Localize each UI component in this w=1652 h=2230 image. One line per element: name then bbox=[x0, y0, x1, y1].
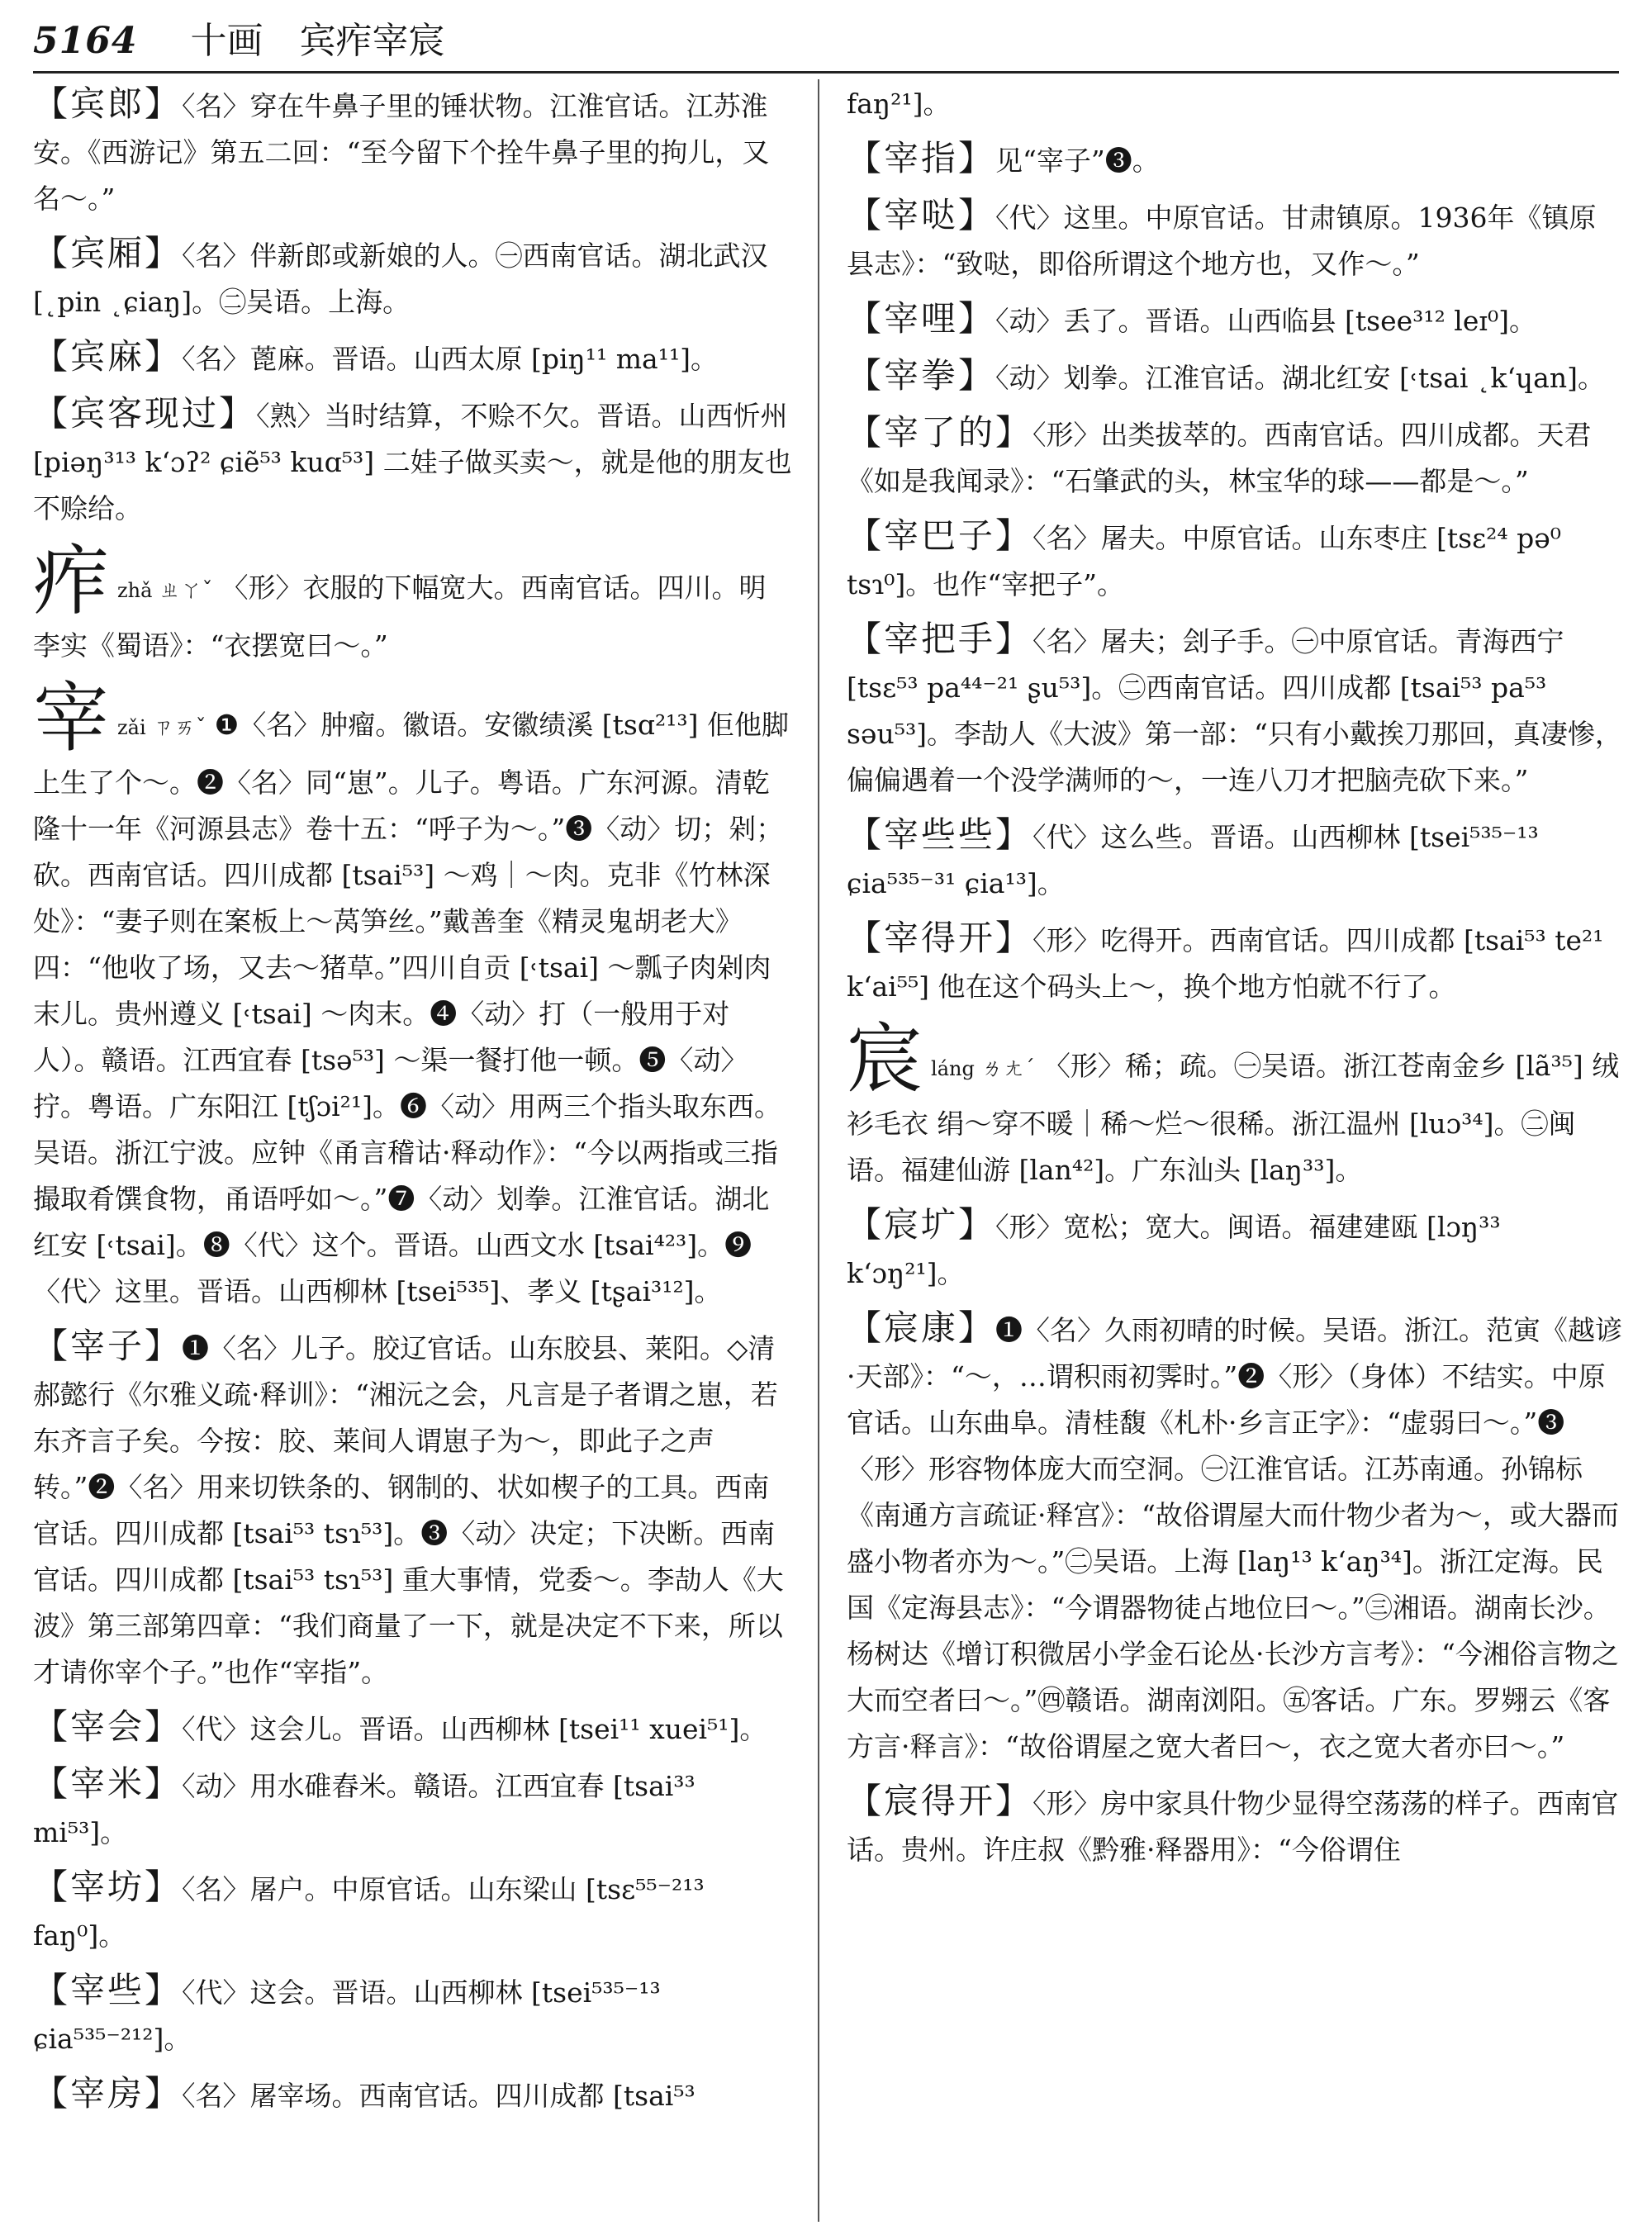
definition: 〈形〉宽松；宽大。闽语。福建建瓯 [lɔŋ³³ k‘ɔŋ²¹]。 bbox=[847, 1211, 1501, 1289]
pinyin: zhǎ bbox=[117, 579, 153, 602]
headword-character: 宸 bbox=[847, 1015, 923, 1103]
bopomofo: ㄌㄤˊ bbox=[980, 1056, 1035, 1081]
headword-character: 宰 bbox=[33, 674, 110, 762]
definition: 〈名〉蓖麻。晋语。山西太原 [piŋ¹¹ ma¹¹]。 bbox=[182, 343, 719, 375]
headword: 【宰些些】 bbox=[847, 814, 1033, 855]
pinyin: zǎi bbox=[117, 716, 146, 739]
definition: 〈名〉屠宰场。西南官话。四川成都 [tsai⁵³ bbox=[182, 2080, 695, 2112]
headword: 【宰把手】 bbox=[847, 619, 1033, 659]
dictionary-entry bbox=[33, 1323, 793, 1696]
headword: 【宰房】 bbox=[33, 2073, 183, 2114]
definition: 〈形〉房中家具什物少显得空荡荡的样子。西南官话。贵州。许庄叔《黔雅·释器用》：“今俗谓住 bbox=[847, 1787, 1619, 1866]
definition: 〈名〉屠户。中原官话。山东梁山 [tsɛ⁵⁵⁻²¹³ faŋ⁰]。 bbox=[33, 1873, 705, 1952]
dictionary-entry bbox=[847, 1305, 1623, 1770]
definition: 〈名〉屠夫。中原官话。山东枣庄 [tsɛ²⁴ pə⁰ tsɿ⁰]。也作“宰把子”。 bbox=[847, 522, 1562, 600]
headword: 【宰子】 bbox=[33, 1326, 183, 1366]
headword-character: 痄 bbox=[33, 537, 110, 625]
dictionary-entry bbox=[847, 915, 1623, 1010]
definition: 〈形〉稀；疏。㊀吴语。浙江苍南金乡 [lã³⁵] 绒衫毛衣 绢～穿不暖｜稀～烂～很稀。浙江温州 [luɔ³⁴]。㊁闽语。福建仙游 [lan⁴²]。广东汕头 [laŋ³³]。 bbox=[847, 1050, 1620, 1186]
definition: 〈动〉用水碓舂米。赣语。江西宜春 [tsai³³ mi⁵³]。 bbox=[33, 1770, 695, 1848]
dictionary-entry bbox=[33, 334, 793, 382]
headword: 【宸康】 bbox=[847, 1307, 996, 1348]
dictionary-entry bbox=[33, 81, 793, 222]
dictionary-entry bbox=[847, 513, 1623, 608]
dictionary-entry bbox=[847, 192, 1623, 287]
dictionary-entry bbox=[33, 2071, 793, 2119]
headword: 【宰坊】 bbox=[33, 1867, 183, 1907]
definition: 〈代〉这么些。晋语。山西柳林 [tsei⁵³⁵⁻¹³ ɕia⁵³⁵⁻³¹ ɕia¹³]。 bbox=[847, 821, 1539, 899]
dictionary-entry bbox=[847, 296, 1623, 344]
definition: 〈形〉出类拔萃的。西南官话。四川成都。天君《如是我闻录》：“石肇武的头，林宝华的球——都是～。” bbox=[847, 419, 1592, 497]
pinyin: láng bbox=[931, 1057, 975, 1080]
headword: 【宰米】 bbox=[33, 1763, 183, 1804]
definition: 见“宰子”❸。 bbox=[995, 145, 1160, 177]
dictionary-entry bbox=[33, 1761, 793, 1856]
headword: 【宾麻】 bbox=[33, 336, 183, 377]
column-divider bbox=[818, 79, 819, 2222]
dictionary-entry bbox=[847, 410, 1623, 505]
header-characters: 宾痄宰宸 bbox=[299, 20, 445, 62]
headword: 【宰了的】 bbox=[847, 412, 1033, 453]
headword: 【宰得开】 bbox=[847, 918, 1033, 958]
definition: 〈动〉划拳。江淮官话。湖北红安 [˓tsai ˛k‘ɥan]。 bbox=[995, 362, 1605, 394]
definition: ❶〈名〉儿子。胶辽官话。山东胶县、莱阳。◇清郝懿行《尔雅义疏·释训》：“湘沅之会，凡言是子者谓之崽，若东齐言子矣。今按：胶、莱间人谓崽子为～，即此子之声转。”❷〈名〉用来切铁条的、钢制的、状如楔子的工具。西南官话。四川成都 [tsai⁵³ tsɿ⁵³]。❸〈动〉决定；下决断。西南官话。四川成都 [tsai⁵³ tsɿ⁵³] 重大事情，党委～。李劼人《大波》第三部第四章：“我们商量了一下，就是决定不下来，所以才请你宰个子。”也作“宰指”。 bbox=[33, 1332, 784, 1688]
dictionary-entry bbox=[847, 1778, 1623, 1873]
dictionary-entry bbox=[847, 616, 1623, 804]
definition: ❶〈名〉久雨初晴的时候。吴语。浙江。范寅《越谚·天部》：“～，…谓积雨初霁时。”❷〈形〉（身体）不结实。中原官话。山东曲阜。清桂馥《札朴·乡言正字》：“虚弱曰～。”❸〈形〉形容物体庞大而空洞。㊀江淮官话。江苏南通。孙锦标《南通方言疏证·释宫》：“故俗谓屋大而什物少者为～，或大器而盛小物者亦为～。”㊁吴语。上海 [laŋ¹³ k‘aŋ³⁴]。浙江定海。民国《定海县志》：“今谓器物徒占地位曰～。”㊂湘语。湖南长沙。杨树达《增订积微居小学金石论丛·长沙方言考》：“今湘俗言物之大而空者曰～。”㊃赣语。湖南浏阳。㊄客话。广东。罗翙云《客方言·释言》：“故俗谓屋之宽大者曰～，衣之宽大者亦曰～。” bbox=[847, 1314, 1623, 1763]
definition: 〈代〉这会儿。晋语。山西柳林 [tsei¹¹ xuei⁵¹]。 bbox=[182, 1713, 767, 1745]
dictionary-entry bbox=[847, 135, 1623, 184]
dictionary-entry bbox=[847, 81, 1623, 127]
definition: 〈动〉丢了。晋语。山西临县 [tsee³¹² leɪ⁰]。 bbox=[995, 305, 1537, 337]
bopomofo: ㄓㄚˇ bbox=[159, 578, 213, 603]
definition: 〈名〉伴新郎或新娘的人。㊀西南官话。湖北武汉 [˛pin ˛ɕiaŋ]。㊁吴语。上海。 bbox=[33, 240, 768, 318]
headword: 【宰拳】 bbox=[847, 355, 996, 396]
dictionary-entry bbox=[33, 1967, 793, 2062]
dictionary-entry bbox=[33, 391, 793, 532]
definition: 〈名〉屠夫；刽子手。㊀中原官话。青海西宁 [tsɛ⁵³ pa⁴⁴⁻²¹ ʂu⁵³]。㊁西南官话。四川成都 [tsai⁵³ pa⁵³ səu⁵³]。李劼人《大波》第一部：“只有小戴挨刀那回，真凄惨，偏偏遇着一个没学满师的～，一连八刀才把脑壳砍下来。” bbox=[847, 625, 1622, 796]
section-label: 十画 bbox=[190, 20, 263, 62]
headword: 【宾客现过】 bbox=[33, 393, 257, 434]
dictionary-entry bbox=[33, 230, 793, 325]
headword: 【宰指】 bbox=[847, 138, 996, 178]
headword: 【宾郎】 bbox=[33, 83, 183, 124]
definition: 〈形〉衣服的下幅宽大。西南官话。四川。明李实《蜀语》：“衣摆宽曰～。” bbox=[33, 572, 767, 662]
right-column bbox=[847, 81, 1623, 2220]
dictionary-entry bbox=[847, 353, 1623, 401]
headword: 【宸得开】 bbox=[847, 1781, 1033, 1821]
definition: 〈熟〉当时结算，不赊不欠。晋语。山西忻州 [piəŋ³¹³ k‘ɔʔ² ɕiẽ⁵³ kuɑ⁵³] 二娃子做买卖～，就是他的朋友也不赊给。 bbox=[33, 400, 792, 524]
dictionary-entry bbox=[33, 1864, 793, 1959]
dictionary-entry bbox=[847, 812, 1623, 907]
headword: 【宰会】 bbox=[33, 1706, 183, 1747]
definition: 〈名〉穿在牛鼻子里的锤状物。江淮官话。江苏淮安。《西游记》第五二回：“至今留下个拴牛鼻子里的拘儿，又名～。” bbox=[33, 90, 770, 215]
bopomofo: ㄗㄞˇ bbox=[152, 715, 206, 740]
left-column bbox=[33, 81, 793, 2220]
entry-continuation: faŋ²¹]。 bbox=[847, 88, 951, 120]
headword: 【宸圹】 bbox=[847, 1204, 996, 1245]
definition: 〈代〉这会。晋语。山西柳林 [tsei⁵³⁵⁻¹³ ɕia⁵³⁵⁻²¹²]。 bbox=[33, 1976, 661, 2055]
headword: 【宰些】 bbox=[33, 1970, 183, 2010]
dictionary-entry bbox=[847, 1015, 1623, 1193]
headword: 【宰哩】 bbox=[847, 298, 996, 339]
dictionary-entry bbox=[33, 537, 793, 669]
headword: 【宾厢】 bbox=[33, 233, 183, 273]
page-header bbox=[33, 12, 1619, 74]
headword: 【宰巴子】 bbox=[847, 515, 1033, 556]
definition: 〈代〉这里。中原官话。甘肃镇原。1936年《镇原县志》：“致哒，即俗所谓这个地方也，又作～。” bbox=[847, 202, 1597, 280]
page-number: 5164 bbox=[33, 20, 138, 62]
headword: 【宰哒】 bbox=[847, 195, 996, 235]
definition: ❶〈名〉肿瘤。徽语。安徽绩溪 [tsɑ²¹³] 佢他脚上生了个～。❷〈名〉同“崽”。儿子。粤语。广东河源。清乾隆十一年《河源县志》卷十五：“呼子为～。”❸〈动〉切；剁；砍。西南官话。四川成都 [tsai⁵³] ～鸡｜～肉。克非《竹林深处》：“妻子则在案板上～莴笋丝。”戴善奎《精灵鬼胡老大》四：“他收了场，又去～猪草。”四川自贡 [˓tsai] ～瓢子肉剁肉末儿。贵州遵义 [˓tsai] ～肉末。❹〈动〉打（一般用于对人）。赣语。江西宜春 [tsə⁵³] ～渠一餐打他一顿。❺〈动〉拧。粤语。广东阳江 [tʃɔi²¹]。❻〈动〉用两三个指头取东西。吴语。浙江宁波。应钟《甬言稽诂·释动作》：“今以两指或三指撮取肴馔食物，甬语呼如～。”❼〈动〉划拳。江淮官话。湖北红安 [˓tsai]。❽〈代〉这个。晋语。山西文水 [tsai⁴²³]。❾〈代〉这里。晋语。山西柳林 [tsei⁵³⁵]、孝义 [tʂai³¹²]。 bbox=[33, 709, 789, 1307]
definition: 〈形〉吃得开。西南官话。四川成都 [tsai⁵³ te²¹ k‘ai⁵⁵] 他在这个码头上～，换个地方怕就不行了。 bbox=[847, 924, 1604, 1003]
dictionary-entry bbox=[847, 1202, 1623, 1297]
dictionary-entry bbox=[33, 674, 793, 1315]
dictionary-entry bbox=[33, 1704, 793, 1753]
